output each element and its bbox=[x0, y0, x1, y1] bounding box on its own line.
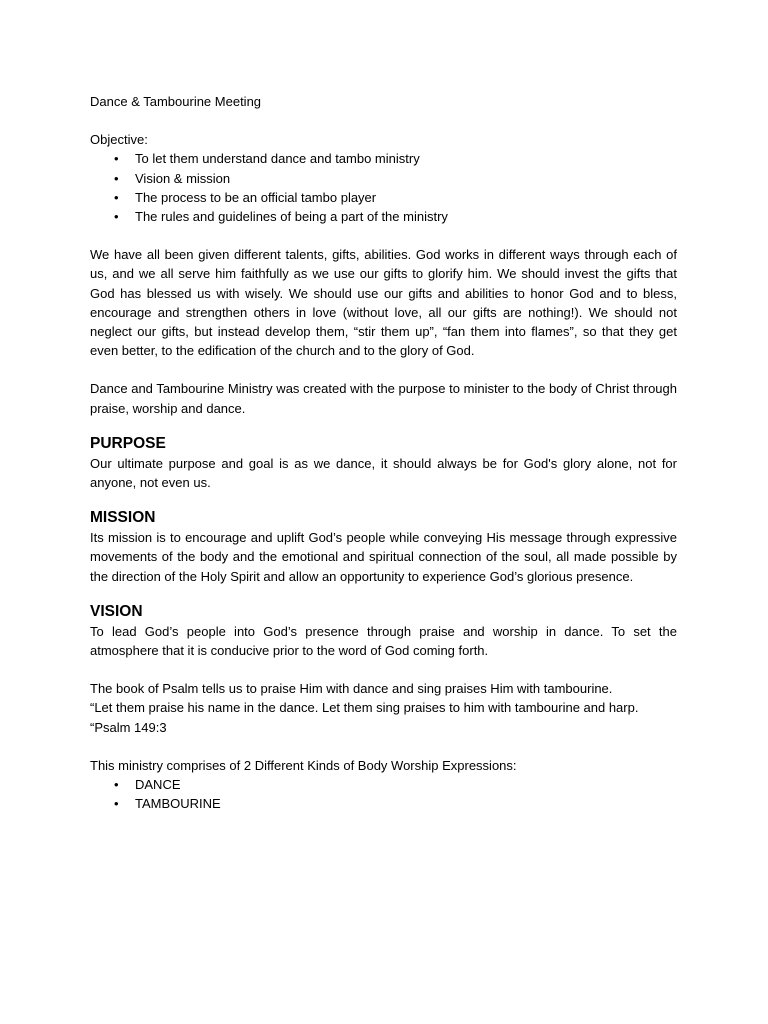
list-item: • TAMBOURINE bbox=[90, 794, 677, 813]
spacer bbox=[90, 586, 677, 602]
spacer bbox=[90, 418, 677, 434]
intro-paragraph: We have all been given different talents, gifts, abilities. God works in different ways through each of us, and we all serve him faithfully as we use our gifts to glorify him. We should invest the gifts that God has blessed us with wisely. We should use our gifts and abilities to honor God and to bless, encourage and strengthen others in love (without love, all our gifts are nothing!). We should not neglect our gifts, but instead develop them, “stir them up”, “fan them into flames”, so that they get even better, to the edification of the church and to the glory of God. bbox=[90, 247, 677, 359]
bullet-icon: • bbox=[114, 796, 119, 812]
bullet-icon: • bbox=[114, 170, 119, 186]
bullet-icon: • bbox=[114, 151, 119, 167]
spacer bbox=[90, 226, 677, 245]
bullet-icon: • bbox=[114, 189, 119, 205]
spacer bbox=[90, 492, 677, 508]
list-item: • To let them understand dance and tambo ministry bbox=[90, 149, 677, 168]
document-page bbox=[90, 92, 677, 813]
psalm-quote: “Let them praise his name in the dance. Let them sing praises to him with tambourine and harp. “Psalm 149:3 bbox=[90, 700, 639, 735]
spacer bbox=[90, 360, 677, 379]
objective-list bbox=[90, 149, 677, 226]
spacer bbox=[90, 660, 677, 679]
vision-heading: VISION bbox=[90, 602, 143, 620]
mission-heading: MISSION bbox=[90, 509, 156, 527]
spacer bbox=[90, 737, 677, 756]
ministry-paragraph: Dance and Tambourine Ministry was created with the purpose to minister to the body of Christ through praise, worship and dance. bbox=[90, 381, 677, 416]
bullet-icon: • bbox=[114, 209, 119, 225]
expressions-label: This ministry comprises of 2 Different Kinds of Body Worship Expressions: bbox=[90, 757, 517, 773]
expressions-list bbox=[90, 775, 677, 813]
purpose-paragraph: Our ultimate purpose and goal is as we dance, it should always be for God's glory alone, not for anyone, not even us. bbox=[90, 455, 677, 491]
list-item: • The rules and guidelines of being a part of the ministry bbox=[90, 207, 677, 226]
list-item: • DANCE bbox=[90, 775, 677, 794]
psalm-line: The book of Psalm tells us to praise Him with dance and sing praises Him with tambourine. bbox=[90, 681, 613, 697]
objective-label: Objective: bbox=[90, 132, 148, 148]
mission-paragraph: Its mission is to encourage and uplift God’s people while conveying His message through expressive movements of the body and the emotional and spiritual connection of the soul, all made possible by the direction of the Holy Spirit and allow an opportunity to experience God’s glorious presence. bbox=[90, 530, 677, 584]
list-item: • The process to be an official tambo player bbox=[90, 188, 677, 207]
purpose-heading: PURPOSE bbox=[90, 434, 166, 452]
vision-paragraph: To lead God’s people into God’s presence through praise and worship in dance. To set the atmosphere that it is conducive prior to the word of God coming forth. bbox=[90, 623, 677, 659]
document-title: Dance & Tambourine Meeting bbox=[90, 94, 262, 109]
list-item: • Vision & mission bbox=[90, 169, 677, 188]
bullet-icon: • bbox=[114, 777, 119, 793]
